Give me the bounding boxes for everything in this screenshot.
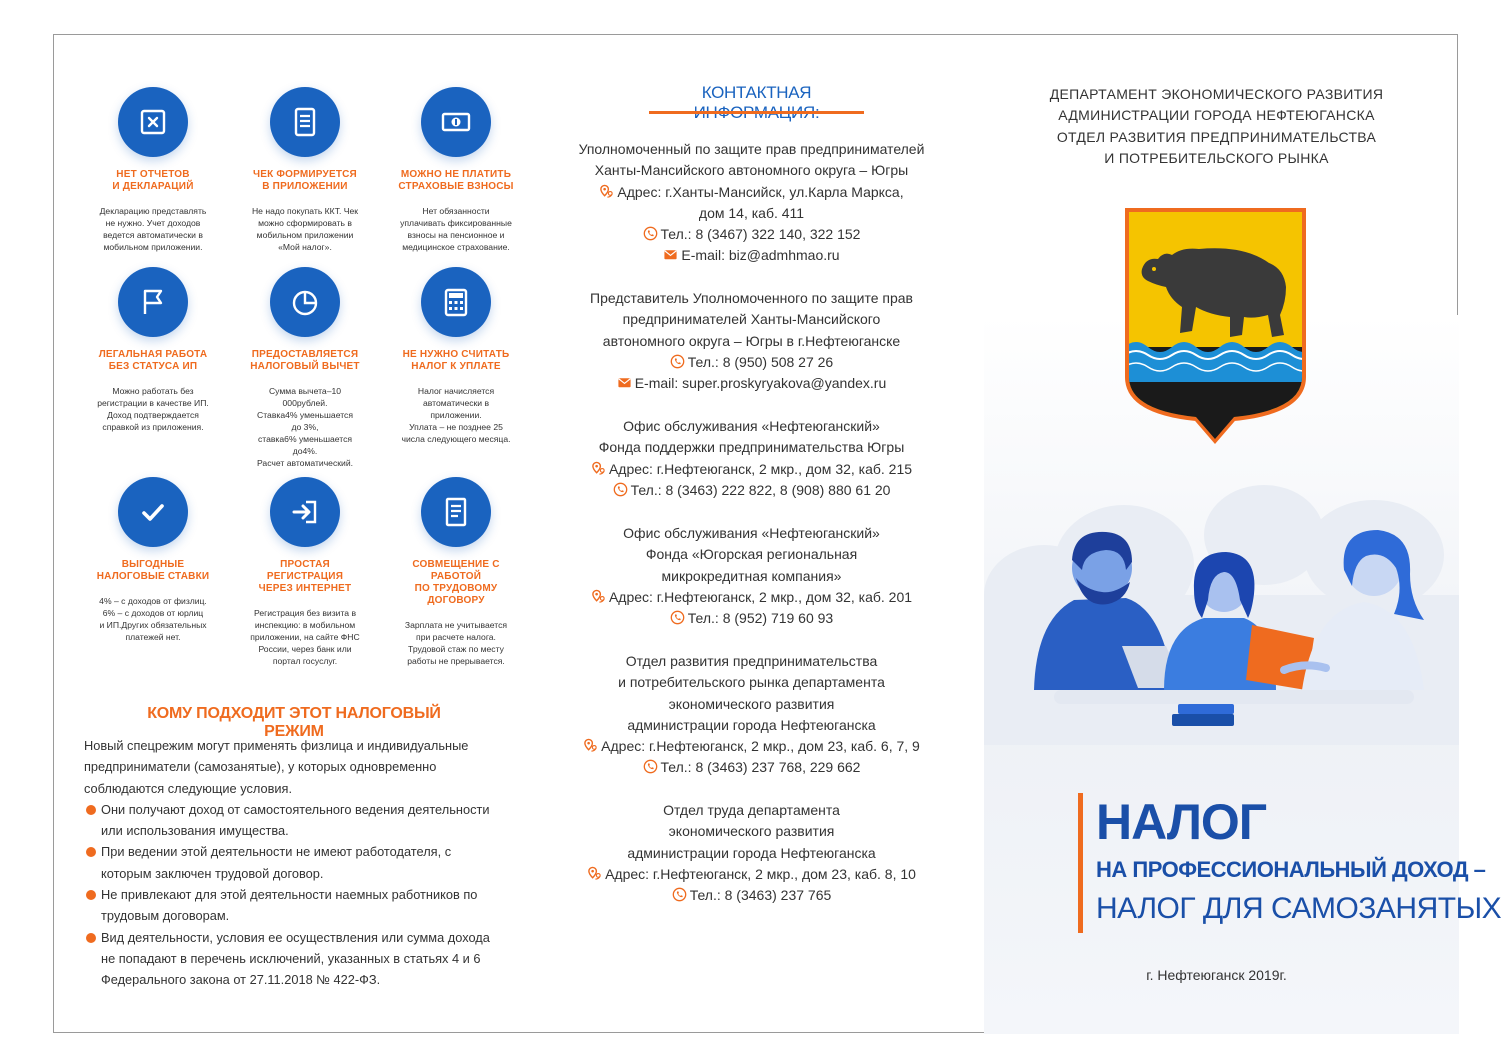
contact-line <box>534 139 969 160</box>
contact-line <box>534 885 969 906</box>
cover-panel <box>984 35 1502 1034</box>
feature-card <box>230 267 380 469</box>
phone-icon <box>643 759 658 774</box>
bullet-dot <box>86 805 96 815</box>
location-pin-icon <box>591 589 606 604</box>
feature-text: Нет обязанности уплачивать фиксированные взносы на пенсионное и медицинское страхование. <box>400 206 512 252</box>
contact-text: дом 14, каб. 411 <box>698 204 805 221</box>
feature-card <box>381 87 531 253</box>
feature-card <box>78 267 228 433</box>
contact-text: Адрес: г.Нефтеюганск, 2 мкр., дом 23, каб. 8, 10 <box>605 865 916 882</box>
title-accent-bar <box>1078 793 1083 933</box>
contact-text: автономного округа – Югры в г.Нефтеюганске <box>602 332 901 349</box>
city-year: г. Нефтеюганск 2019г. <box>1146 967 1287 983</box>
feature-text: Не надо покупать ККТ. Чек можно сформировать в мобильном приложении «Мой налог». <box>251 206 359 252</box>
contact-line <box>534 224 969 245</box>
list-item-text: Они получают доход от самостоятельного ведения деятельности или использования имущества. <box>101 801 490 839</box>
contact-text: E-mail: biz@admhmao.ru <box>681 247 840 264</box>
contact-text: Адрес: г.Ханты-Мансийск, ул.Карла Маркса, <box>617 183 904 200</box>
contact-line <box>534 182 969 203</box>
suits-title: КОМУ ПОДХОДИТ ЭТОТ НАЛОГОВЫЙ РЕЖИМ <box>147 705 441 740</box>
contact-line <box>534 160 969 181</box>
contact-line <box>534 523 969 544</box>
contact-line <box>534 203 969 224</box>
contact-text: Ханты-Мансийского автономного округа – Югры <box>594 162 909 179</box>
contact-text: Адрес: г.Нефтеюганск, 2 мкр., дом 23, каб. 6, 7, 9 <box>601 738 920 755</box>
contact-block <box>534 800 969 906</box>
list-item-text: Не привлекают для этой деятельности наемных работников по трудовым договорам. <box>101 887 478 924</box>
contact-line <box>534 373 969 394</box>
contact-block <box>534 651 969 779</box>
contact-text: Тел.: 8 (952) 719 60 93 <box>687 610 834 627</box>
suits-intro: Новый спецрежим могут применять физлица и индивидуальные предприниматели (самозанятые), у которых одновременно соблюдаются следующие условия. <box>84 738 469 796</box>
feature-card <box>78 87 228 253</box>
feature-text: Декларацию представлять не нужно. Учет доходов ведется автоматически в мобильном приложении. <box>99 206 207 252</box>
brochure-subtitle-2: НАЛОГ ДЛЯ САМОЗАНЯТЫХ <box>1096 892 1502 925</box>
contact-text: Фонда «Югорская региональная <box>645 546 858 563</box>
feature-title: МОЖНО НЕ ПЛАТИТЬ СТРАХОВЫЕ ВЗНОСЫ <box>398 169 514 192</box>
list-item <box>84 927 504 991</box>
department-heading <box>984 84 1449 169</box>
feature-text: Регистрация без визита в инспекцию: в мобильном приложении, на сайте ФНС России, через банк или портал госуслуг. <box>250 608 360 666</box>
phone-icon <box>670 354 685 369</box>
contact-line <box>534 715 969 736</box>
banknote-icon <box>421 87 491 157</box>
location-pin-icon <box>587 866 602 881</box>
contact-text: Тел.: 8 (3463) 237 765 <box>689 887 832 904</box>
checkmark-icon <box>118 477 188 547</box>
login-arrow-icon <box>270 477 340 547</box>
city-coat-of-arms <box>1124 207 1307 443</box>
feature-title: ВЫГОДНЫЕ НАЛОГОВЫЕ СТАВКИ <box>96 559 210 582</box>
feature-card <box>381 477 531 667</box>
feature-text: Можно работать без регистрации в качестве ИП. Доход подтверждается справкой из приложения. <box>97 386 209 432</box>
department-line: ОТДЕЛ РАЗВИТИЯ ПРЕДПРИНИМАТЕЛЬСТВА <box>1056 128 1377 145</box>
contact-line <box>534 694 969 715</box>
contact-block <box>534 523 969 629</box>
contact-line <box>534 459 969 480</box>
contacts-title-underline <box>649 111 864 114</box>
location-pin-icon <box>599 184 614 199</box>
list-item-text: При ведении этой деятельности не имеют работодателя, с которым заключен трудовой договор. <box>101 844 452 881</box>
contact-line <box>534 672 969 693</box>
contact-line <box>534 864 969 885</box>
contact-line <box>534 587 969 608</box>
contact-text: Тел.: 8 (3463) 222 822, 8 (908) 880 61 20 <box>630 481 891 498</box>
location-pin-icon <box>591 461 606 476</box>
close-box-icon <box>118 87 188 157</box>
feature-title: СОВМЕЩЕНИЕ С РАБОТОЙ ПО ТРУДОВОМУ ДОГОВОРУ <box>412 559 500 606</box>
list-item <box>84 841 504 884</box>
feature-title: ЛЕГАЛЬНАЯ РАБОТА БЕЗ СТАТУСА ИП <box>98 349 208 372</box>
contact-text: Адрес: г.Нефтеюганск, 2 мкр., дом 32, каб. 215 <box>608 460 913 477</box>
contact-line <box>534 821 969 842</box>
feature-card <box>78 477 228 643</box>
contact-line <box>534 566 969 587</box>
contact-line <box>534 736 969 757</box>
feature-card <box>381 267 531 445</box>
phone-icon <box>672 887 687 902</box>
calculator-icon <box>421 267 491 337</box>
contact-line <box>534 544 969 565</box>
contact-text: Отдел развития предпринимательства <box>625 653 878 669</box>
brochure-sheet <box>53 34 1502 1033</box>
contact-text: Представитель Уполномоченного по защите прав <box>590 290 913 306</box>
contact-line <box>534 245 969 266</box>
contact-text: Уполномоченный по защите прав предпринимателей <box>578 141 925 157</box>
department-line: ДЕПАРТАМЕНТ ЭКОНОМИЧЕСКОГО РАЗВИТИЯ <box>1049 86 1384 102</box>
contact-text: администрации города Нефтеюганска <box>627 716 876 733</box>
feature-card <box>230 477 380 667</box>
contact-line <box>534 331 969 352</box>
list-item <box>84 884 504 927</box>
feature-title: ПРЕДОСТАВЛЯЕТСЯ НАЛОГОВЫЙ ВЫЧЕТ <box>250 349 360 372</box>
brochure-title: НАЛОГ <box>1096 794 1267 850</box>
contact-text: Отдел труда департамента <box>663 802 840 818</box>
contact-line <box>534 608 969 629</box>
contact-text: экономического развития <box>668 695 835 712</box>
contact-text: микрокредитная компания» <box>661 567 842 584</box>
contact-text: Офис обслуживания «Нефтеюганский» <box>623 525 880 541</box>
location-pin-icon <box>583 738 598 753</box>
feature-title: НЕТ ОТЧЕТОВ И ДЕКЛАРАЦИЙ <box>112 169 194 192</box>
contact-line <box>534 843 969 864</box>
contact-line <box>534 480 969 501</box>
department-line: АДМИНИСТРАЦИИ ГОРОДА НЕФТЕЮГАНСКА <box>1058 107 1375 124</box>
department-line: И ПОТРЕБИТЕЛЬСКОГО РЫНКА <box>1104 149 1329 166</box>
contact-text: Тел.: 8 (3463) 237 768, 229 662 <box>660 759 861 776</box>
contact-text: Тел.: 8 (3467) 322 140, 322 152 <box>660 226 861 243</box>
receipt-icon <box>270 87 340 157</box>
phone-icon <box>613 482 628 497</box>
feature-title: ЧЕК ФОРМИРУЕТСЯ В ПРИЛОЖЕНИИ <box>253 169 357 192</box>
list-item-text: Вид деятельности, условия ее осуществления или сумма дохода не попадают в перечень исключений, указанных в статьях 4 и 6 Федерального закона от 27.11.2018 № 422-ФЗ. <box>101 929 490 988</box>
contact-text: предпринимателей Ханты-Мансийского <box>622 311 881 328</box>
bullet-dot <box>86 890 96 900</box>
contact-line <box>534 309 969 330</box>
contact-text: Офис обслуживания «Нефтеюганский» <box>623 418 880 434</box>
people-meeting-illustration <box>1014 490 1434 740</box>
contact-line <box>534 800 969 821</box>
bullet-dot <box>86 933 96 943</box>
contact-line <box>534 651 969 672</box>
feature-text: Налог начисляется автоматически в приложении. Уплата – не позднее 25 числа следующего месяца. <box>401 386 511 444</box>
feature-title: НЕ НУЖНО СЧИТАТЬ НАЛОГ К УПЛАТЕ <box>402 349 510 372</box>
bullet-dot <box>86 847 96 857</box>
contact-text: и потребительского рынка департамента <box>618 674 885 691</box>
email-icon <box>663 247 678 262</box>
contact-block <box>534 139 969 267</box>
contact-line <box>534 757 969 778</box>
contact-text: экономического развития <box>668 823 835 840</box>
contact-line <box>534 437 969 458</box>
brochure-subtitle: НА ПРОФЕССИОНАЛЬНЫЙ ДОХОД – <box>1096 857 1486 882</box>
contact-block <box>534 288 969 394</box>
feature-title: ПРОСТАЯ РЕГИСТРАЦИЯ ЧЕРЕЗ ИНТЕРНЕТ <box>258 559 352 594</box>
contact-text: Фонда поддержки предпринимательства Югры <box>598 439 905 456</box>
flag-icon <box>118 267 188 337</box>
phone-icon <box>643 226 658 241</box>
phone-icon <box>670 610 685 625</box>
contact-text: Тел.: 8 (950) 508 27 26 <box>687 353 834 370</box>
feature-text: 4% – с доходов от физлиц. 6% – с доходов от юрлиц и ИП.Других обязательных платежей нет. <box>99 596 207 642</box>
contact-block <box>534 416 969 501</box>
contacts-title: КОНТАКТНАЯ <box>701 83 812 102</box>
contact-text: Адрес: г.Нефтеюганск, 2 мкр., дом 32, каб. 201 <box>608 588 913 605</box>
suits-list <box>84 799 504 991</box>
list-item <box>84 799 504 842</box>
contact-text: E-mail: super.proskyryakova@yandex.ru <box>634 375 887 392</box>
pie-chart-icon <box>270 267 340 337</box>
contact-line <box>534 288 969 309</box>
feature-text: Сумма вычета–10 000рублей. Ставка4% уменьшается до 3%, ставка6% уменьшается до4%. Расчет автоматический. <box>256 386 354 468</box>
contact-line <box>534 352 969 373</box>
feature-card <box>230 87 380 253</box>
document-icon <box>421 477 491 547</box>
feature-text: Зарплата не учитывается при расчете налога. Трудовой стаж по месту работы не прерывается. <box>404 620 508 666</box>
contact-text: администрации города Нефтеюганска <box>627 844 876 861</box>
contact-line <box>534 416 969 437</box>
email-icon <box>617 375 632 390</box>
suits-body <box>84 735 504 991</box>
